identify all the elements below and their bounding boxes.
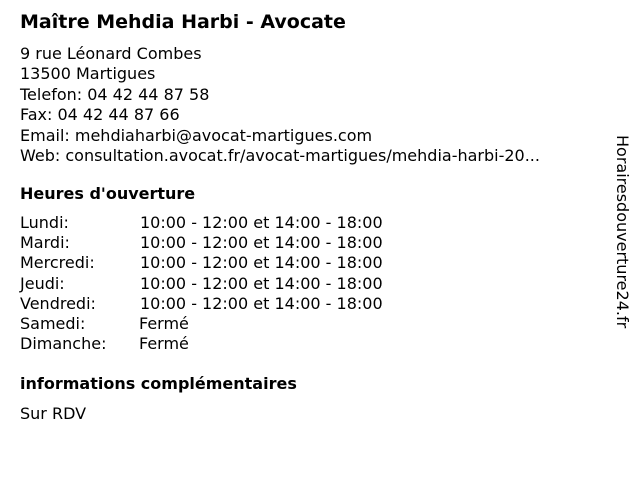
city-line: 13500 Martigues: [20, 64, 156, 84]
hours-row-friday: [20, 294, 440, 314]
hours-row-monday: [20, 213, 440, 233]
fax-number: Fax: 04 42 44 87 66: [20, 105, 180, 125]
opening-hours-table: [20, 213, 440, 354]
hours-row-sunday: [20, 334, 440, 354]
phone-number: Telefon: 04 42 44 87 58: [20, 84, 210, 104]
day-hours: 10:00 - 12:00 et 14:00 - 18:00: [140, 273, 383, 293]
day-label: Mercredi:: [20, 253, 95, 273]
day-hours: 10:00 - 12:00 et 14:00 - 18:00: [140, 233, 383, 253]
hours-row-wednesday: [20, 253, 440, 273]
day-label: Dimanche:: [20, 334, 107, 354]
contact-block: [20, 44, 540, 166]
hours-row-thursday: [20, 274, 440, 294]
additional-info-heading: informations complémentaires: [20, 374, 297, 393]
day-hours: Fermé: [139, 334, 189, 354]
site-watermark: Horairesdouverture24.fr: [613, 135, 632, 329]
day-hours: 10:00 - 12:00 et 14:00 - 18:00: [140, 293, 383, 313]
day-hours: 10:00 - 12:00 et 14:00 - 18:00: [140, 253, 383, 273]
page-title: Maître Mehdia Harbi - Avocate: [20, 11, 346, 33]
day-label: Vendredi:: [20, 293, 96, 313]
day-label: Samedi:: [20, 313, 86, 333]
day-label: Lundi:: [20, 213, 69, 232]
day-hours: 10:00 - 12:00 et 14:00 - 18:00: [140, 213, 383, 232]
hours-row-tuesday: [20, 233, 440, 253]
day-label: Jeudi:: [20, 273, 65, 293]
email-address: Email: mehdiaharbi@avocat-martigues.com: [20, 125, 373, 145]
day-hours: Fermé: [139, 313, 189, 333]
hours-heading: Heures d'ouverture: [20, 184, 196, 203]
additional-info-text: Sur RDV: [20, 404, 87, 423]
day-label: Mardi:: [20, 233, 70, 253]
website-url: Web: consultation.avocat.fr/avocat-martigues/mehdia-harbi-20...: [20, 145, 540, 165]
hours-row-saturday: [20, 314, 440, 334]
street-address: 9 rue Léonard Combes: [20, 44, 202, 63]
